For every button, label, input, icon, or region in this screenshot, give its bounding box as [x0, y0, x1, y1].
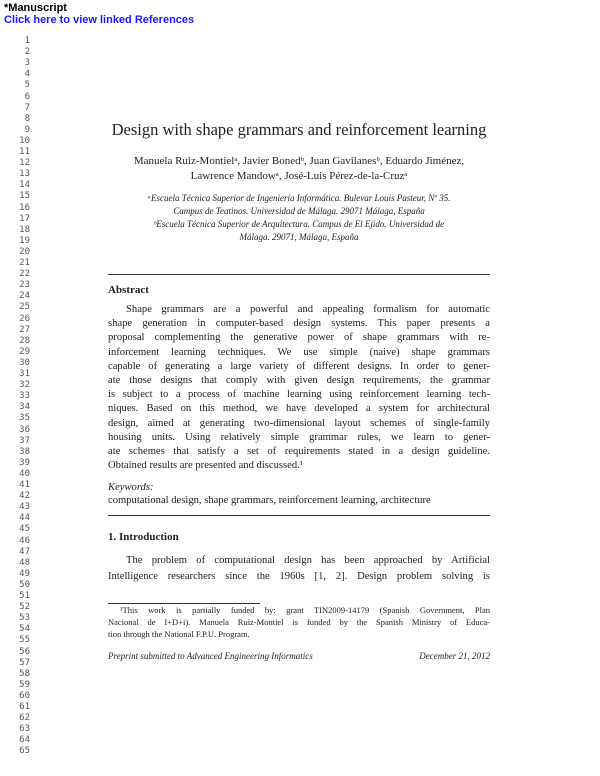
- line-number: 63: [19, 724, 30, 735]
- line-number: 16: [19, 202, 30, 213]
- line-number: 65: [19, 746, 30, 757]
- line-number: 24: [19, 291, 30, 302]
- divider: [108, 515, 490, 516]
- line-number: 58: [19, 668, 30, 679]
- linked-references-link[interactable]: Click here to view linked References: [4, 14, 195, 26]
- line-number: 49: [19, 568, 30, 579]
- line-number: 38: [19, 446, 30, 457]
- line-number: 36: [19, 424, 30, 435]
- affiliation-line-3: ᵇEscuela Técnica Superior de Arquitectura. Campus de El Ejido. Universidad de: [153, 219, 445, 229]
- abstract-line: ate schemes that satisfy a set of requirements stated in a design guideline.: [108, 446, 490, 457]
- line-number: 13: [19, 169, 30, 180]
- divider: [108, 274, 490, 275]
- line-number: 44: [19, 513, 30, 524]
- line-number: 29: [19, 346, 30, 357]
- line-number: 62: [19, 713, 30, 724]
- line-number: 43: [19, 502, 30, 513]
- line-number: 37: [19, 435, 30, 446]
- footer-date: December 21, 2012: [419, 651, 490, 661]
- line-number: 55: [19, 635, 30, 646]
- line-number: 26: [19, 313, 30, 324]
- keywords-heading: Keywords:: [108, 482, 154, 493]
- footer-journal: Preprint submitted to Advanced Engineering Informatics: [108, 651, 313, 661]
- abstract-line: Obtained results are presented and discussed.¹: [108, 460, 303, 472]
- abstract-line: design, aimed at generating two-dimensional layout schemes of single-family: [108, 417, 490, 429]
- abstract-line: proposal complementing the generative power of shape grammars with re-: [108, 332, 490, 344]
- line-number: 56: [19, 646, 30, 657]
- line-number: 47: [19, 546, 30, 557]
- line-number: 32: [19, 380, 30, 391]
- line-number: 40: [19, 468, 30, 479]
- line-number: 14: [19, 180, 30, 191]
- line-number: 48: [19, 557, 30, 568]
- abstract-line: inforcement learning techniques. We use simple (naive) shape grammars: [108, 346, 490, 358]
- line-number: 28: [19, 335, 30, 346]
- abstract-line: capable of generating a large variety of different designs. In order to gener-: [108, 360, 490, 372]
- line-number: 46: [19, 535, 30, 546]
- line-number: 30: [19, 357, 30, 368]
- line-number: 59: [19, 679, 30, 690]
- affiliation-line-2: Campus de Teatinos. Universidad de Málaga. 29071 Málaga, España: [173, 206, 425, 216]
- intro-line: Intelligence researchers since the 1960s [1, 2]. Design problem solving is: [108, 571, 490, 582]
- line-number: 9: [24, 124, 30, 135]
- line-number: 8: [24, 113, 30, 124]
- line-number: 60: [19, 690, 30, 701]
- line-number: 41: [19, 480, 30, 490]
- line-number: 33: [19, 391, 30, 402]
- abstract-line: shape generation in computer-based design systems. This paper presents a: [108, 318, 490, 330]
- abstract-heading: Abstract: [108, 284, 149, 296]
- line-number: 54: [19, 624, 30, 635]
- line-number: 7: [24, 102, 30, 113]
- line-number: 3: [24, 58, 30, 69]
- line-number: 27: [19, 324, 30, 335]
- line-number: 2: [24, 47, 30, 58]
- abstract-line: is subject to a process of machine learning using reinforcement learning tech-: [108, 389, 490, 401]
- line-number: 1: [24, 36, 30, 46]
- footnote-line: ¹This work is partially funded by: grant TIN2009-14179 (Spanish Government, Plan: [120, 605, 490, 615]
- line-number: 21: [19, 258, 30, 268]
- line-number: 5: [24, 80, 30, 91]
- intro-line: The problem of computational design has been approached by Artificial: [126, 555, 490, 566]
- line-number: 52: [19, 602, 30, 613]
- line-number: 25: [19, 302, 30, 313]
- line-number: 64: [19, 735, 30, 746]
- line-number: 22: [19, 269, 30, 280]
- line-number: 42: [19, 491, 30, 502]
- authors-line-1: Manuela Ruiz-Montielᵃ, Javier Bonedᵇ, Juan Gavilanesᵇ, Eduardo Jiménez,: [133, 155, 465, 167]
- keywords: computational design, shape grammars, reinforcement learning, architecture: [108, 495, 431, 506]
- line-number: 15: [19, 191, 30, 202]
- footnote-rule: [108, 603, 260, 604]
- authors-line-2: Lawrence Mandowᵃ, José-Luis Pérez-de-la-Cruzᵃ: [190, 170, 408, 182]
- paper-title: Design with shape grammars and reinforcement learning: [111, 120, 487, 139]
- line-number: 53: [19, 613, 30, 624]
- line-number: 12: [19, 158, 30, 169]
- line-number: 17: [19, 213, 30, 224]
- line-number: 45: [19, 524, 30, 535]
- manuscript-label: *Manuscript: [4, 2, 67, 14]
- line-number: 11: [19, 147, 30, 157]
- section-heading: 1. Introduction: [108, 531, 179, 543]
- affiliation-line-1: ᵃEscuela Técnica Superior de Ingeniería Informática. Bulevar Louis Pasteur, Nº 35.: [147, 193, 451, 203]
- line-number: 6: [24, 91, 30, 102]
- line-number: 31: [19, 369, 30, 379]
- abstract-line: niques. Based on this method, we have developed a system for architectural: [108, 403, 490, 415]
- line-number: 10: [19, 135, 30, 146]
- line-number: 19: [19, 235, 30, 246]
- line-number: 61: [19, 702, 30, 712]
- line-number: 18: [19, 224, 30, 235]
- line-number: 57: [19, 657, 30, 668]
- line-number: 35: [19, 413, 30, 424]
- line-number: 51: [19, 591, 30, 601]
- abstract-line: housing units. Using relatively simple grammar rules, we learn to gener-: [108, 431, 490, 443]
- line-number: 23: [19, 280, 30, 291]
- abstract-line: ate those designs that comply with given design requirements, the grammar: [108, 375, 490, 386]
- line-number: 50: [19, 579, 30, 590]
- footnote-line: tion through the National F.P.U. Program.: [108, 629, 250, 639]
- footnote-line: Nacional de I+D+i). Manuela Ruiz-Montiel is funded by the Spanish Ministry of Educa-: [108, 617, 490, 627]
- line-number: 34: [19, 402, 30, 413]
- line-number: 39: [19, 457, 30, 468]
- affiliation-line-4: Málaga. 29071, Málaga, España: [239, 232, 359, 242]
- line-number: 20: [19, 246, 30, 257]
- abstract-line: Shape grammars are a powerful and appealing formalism for automatic: [126, 304, 490, 315]
- line-number: 4: [24, 69, 30, 80]
